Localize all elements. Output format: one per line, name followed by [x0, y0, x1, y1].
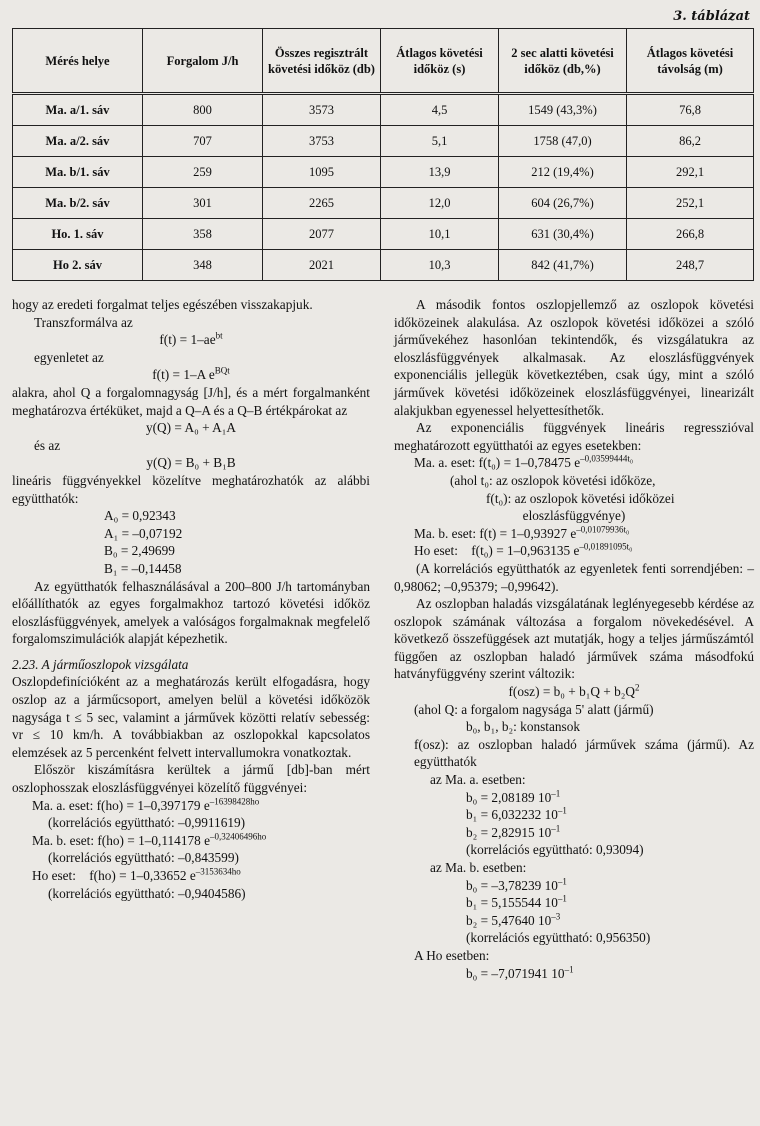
table-cell: 86,2 — [627, 126, 754, 157]
table-cell: 248,7 — [627, 250, 754, 281]
table-cell: 1549 (43,3%) — [499, 94, 627, 126]
column-header: Összes regisztrált követési időköz (db) — [263, 29, 381, 94]
coefficient: b₂ = 2,82915 $10^{-1}$ — [466, 823, 561, 840]
paragraph: és az — [34, 437, 61, 453]
coefficient: b₁ = 6,032232 $10^{-1}$ — [466, 805, 567, 823]
table-label: 3. táblázat — [673, 9, 750, 24]
table-cell: 13,9 — [381, 157, 499, 188]
equation: Ho eset: f(t₀) = 1–0,963135 $e^{-0,01891095t_0}$ — [414, 541, 633, 559]
data-table — [12, 28, 754, 281]
coefficient: b₀ = 2,08189 $10^{-1}$ — [466, 788, 561, 805]
table-cell: 2265 — [263, 188, 381, 219]
note: (ahol t₀: az oszlopok követési időköze, — [450, 472, 656, 488]
equation: $f(osz) = b_0 + b_1Q + b_2Q^2$ — [508, 682, 640, 700]
column-header: Mérés helye — [13, 29, 143, 94]
table-cell: Ma. b/2. sáv — [13, 188, 143, 219]
note: f(t₀): az oszlopok követési időközei — [486, 490, 675, 506]
table-row — [13, 94, 754, 126]
section-title: 2.23. A járműoszlopok vizsgálata — [12, 656, 189, 672]
column-header: Átlagos követési időköz (s) — [381, 29, 499, 94]
equation: Ma. b. eset: f(t) = 1–0,93927 $e^{-0,01079936t_0}$ — [414, 524, 630, 541]
equation: Ma. a. eset: f(t₀) = 1–0,78475 $e^{-0,03599444t_0}$ — [414, 453, 634, 471]
equation: y(Q) = A₀ + A₁A — [145, 420, 236, 436]
table-cell: 2021 — [263, 250, 381, 281]
table-cell: 604 (26,7%) — [499, 188, 627, 219]
note: f(osz): az oszlopban haladó járművek száma (jármű). Az együtthatók — [414, 736, 754, 770]
table-cell: Ma. a/2. sáv — [13, 126, 143, 157]
table-cell: 301 — [143, 188, 263, 219]
table-cell: 76,8 — [627, 94, 754, 126]
table-row — [13, 219, 754, 250]
table-cell: Ma. b/1. sáv — [13, 157, 143, 188]
paragraph: hogy az eredeti forgalmat teljes egészében visszakapjuk. — [12, 297, 313, 312]
paragraph: Az exponenciális függvények lineáris regresszióval meghatározott együtthatói az egyes esetekben: — [394, 420, 754, 453]
coefficient: B₁ = –0,14458 — [104, 560, 182, 576]
coefficient: b₀ = –7,071941 $10^{-1}$ — [466, 964, 574, 981]
case-heading: A Ho esetben: — [414, 947, 490, 963]
correlation: (korrelációs együttható: –0,9911619) — [48, 815, 246, 831]
correlation: (korrelációs együttható: 0,93094) — [466, 842, 644, 858]
case-heading: az Ma. a. esetben: — [430, 772, 526, 788]
equation: y(Q) = B₀ + B₁B — [146, 455, 236, 471]
paragraph: A második fontos oszlopjellemző az oszlopok követési időközeinek alakulása. Az oszlopok követési időközei a szóló járművekéhez hasonlóan tekintendők, és vizsgálatukra az eloszlásfüggvények alkalmasak. Az eloszlásfüggvények exponenciális jellegük következtében, csak úgy, mint a szóló járművek követési időközeinek eloszlásfüggvényei, linearizált alakjukban egyenessel helyettesíthetők. — [394, 297, 754, 418]
table-cell: 631 (30,4%) — [499, 219, 627, 250]
table-cell: 800 — [143, 94, 263, 126]
table-row — [13, 188, 754, 219]
column-header: Forgalom J/h — [143, 29, 263, 94]
equation: f(t) = 1–A $e^{BQt}$ — [152, 365, 230, 383]
paragraph: Az együtthatók felhasználásával a 200–800 J/h tartományban előállíthatók az egyes forgalmakhoz tartozó követési időköz eloszlásfüggvények, amelyek a valóságos forgalmaknak megfelelő forgalomszimulációk alapját képezhetik. — [12, 578, 370, 647]
table-cell: 292,1 — [627, 157, 754, 188]
paragraph: alakra, ahol Q a forgalomnagyság [J/h], és a mért forgalmanként meghatározva értéküket, majd a Q–A és a Q–B értékpárokat az — [12, 384, 370, 418]
column-header: 2 sec alatti követési időköz (db,%) — [499, 29, 627, 94]
table-cell: 3573 — [263, 94, 381, 126]
table-cell: 348 — [143, 250, 263, 281]
paragraph: Először kiszámításra kerültek a jármű [db]-ban mért oszlophosszak eloszlásfüggvényei közelítő függvényei: — [12, 762, 370, 796]
paragraph: Az oszlopban haladás vizsgálatának leglényegesebb kérdése az oszlopok számának változása a forgalom növekedésével. A következő összefüggések azt mutatják, hogy a teljes járműszámtól függően az oszlopban haladó járművek száma másodfokú hatványfüggvény szerint változik: — [394, 596, 754, 682]
table-cell: Ho 2. sáv — [13, 250, 143, 281]
table-cell: 4,5 — [381, 94, 499, 126]
table-row — [13, 157, 754, 188]
table-cell: 266,8 — [627, 219, 754, 250]
coefficient: A₁ = –0,07192 — [104, 525, 183, 541]
equation: Ma. a. eset: f(ho) = 1–0,397179 $e^{-16398428ho}$ — [32, 796, 260, 813]
table-row — [13, 126, 754, 157]
case-heading: az Ma. b. esetben: — [430, 860, 527, 875]
equation: $f(t) = 1-ae^{bt}$ — [159, 330, 223, 348]
left-column — [12, 296, 370, 902]
table-cell: 10,3 — [381, 250, 499, 281]
table-cell: Ma. a/1. sáv — [13, 94, 143, 126]
table-cell: 212 (19,4%) — [499, 157, 627, 188]
paragraph: lineáris függvényekkel közelítve meghatározhatók az alábbi együtthatók: — [12, 472, 370, 506]
table-header-row — [13, 29, 754, 94]
table-cell: Ho. 1. sáv — [13, 219, 143, 250]
equation: Ho eset: f(ho) = 1–0,33652 $e^{-3153634ho}$ — [32, 866, 241, 883]
paragraph: (A korrelációs együtthatók az egyenletek fenti sorrendjében: –0,98062; –0,95379; –0,99642). — [394, 560, 754, 594]
table-cell: 5,1 — [381, 126, 499, 157]
table-cell: 12,0 — [381, 188, 499, 219]
paragraph: egyenletet az — [34, 349, 104, 365]
table-row — [13, 250, 754, 281]
note: b₀, b₁, b₂: konstansok — [466, 719, 581, 735]
paragraph: Transzformálva az — [34, 314, 133, 330]
coefficient: b₂ = 5,47640 $10^{-3}$ — [466, 911, 561, 928]
paragraph: Oszlopdefinícióként az a meghatározás került elfogadásra, hogy oszlop az a járműcsoport, amelyen belül a követési időközök nagysága t ≤ 5 sec, valamint a járművek közötti relatív sebesség: vr ≤ 10 km/h. A továbbiakban az oszlopokkal kapcsolatos elemzések az 5 percenként felvett intervallumokra vonatkoztak. — [12, 674, 370, 760]
note: (ahol Q: a forgalom nagysága 5' alatt (jármű) — [414, 701, 654, 717]
correlation: (korrelációs együttható: –0,9404586) — [48, 885, 246, 901]
table-cell: 707 — [143, 126, 263, 157]
column-header: Átlagos követési távolság (m) — [627, 29, 754, 94]
table-cell: 10,1 — [381, 219, 499, 250]
coefficient: B₀ = 2,49699 — [104, 543, 175, 559]
table-cell: 842 (41,7%) — [499, 250, 627, 281]
correlation: (korrelációs együttható: –0,843599) — [48, 850, 239, 866]
table-cell: 358 — [143, 219, 263, 250]
table-cell: 2077 — [263, 219, 381, 250]
table-cell: 3753 — [263, 126, 381, 157]
correlation: (korrelációs együttható: 0,956350) — [466, 930, 651, 946]
table-cell: 1758 (47,0) — [499, 126, 627, 157]
table-cell: 1095 — [263, 157, 381, 188]
coefficient: b₀ = –3,78239 $10^{-1}$ — [466, 876, 567, 893]
right-column — [394, 296, 754, 982]
coefficient: A₀ = 0,92343 — [104, 508, 176, 524]
equation: Ma. b. eset: f(ho) = 1–0,114178 $e^{-0,32406496ho}$ — [32, 831, 267, 848]
table-cell: 259 — [143, 157, 263, 188]
table-cell: 252,1 — [627, 188, 754, 219]
note: eloszlásfüggvénye) — [522, 508, 626, 524]
coefficient: b₁ = 5,155544 $10^{-1}$ — [466, 893, 567, 911]
